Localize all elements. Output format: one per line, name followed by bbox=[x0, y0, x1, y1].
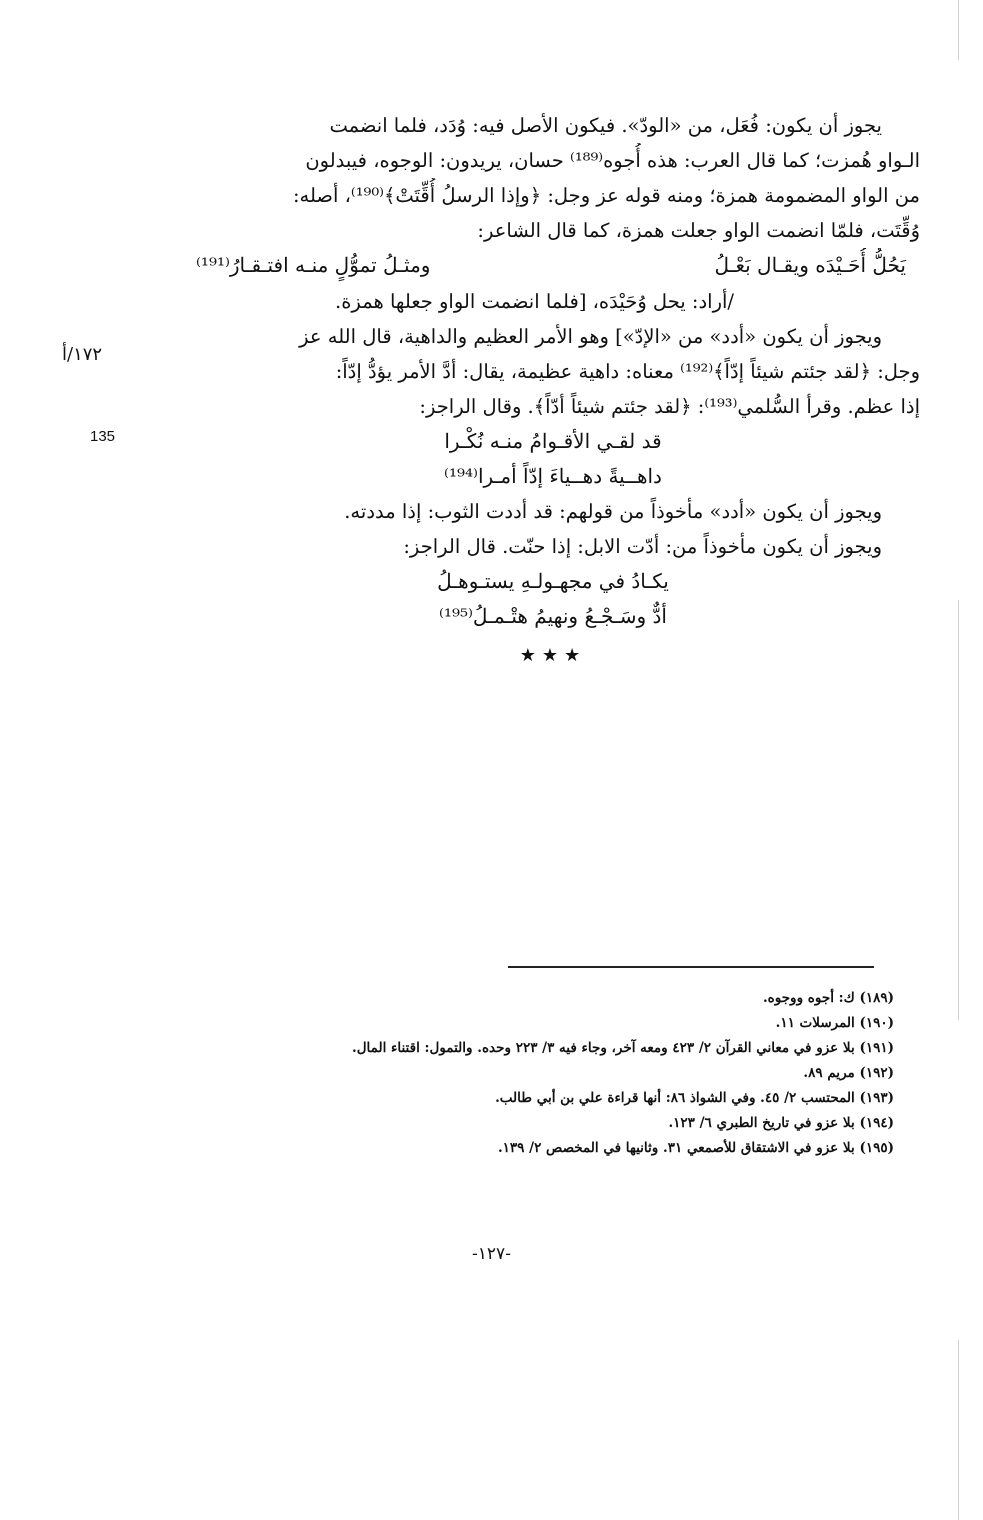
footnote: (١٩١) بلا عزو في معاني القرآن ٢/ ٤٢٣ ومعه آخر، وجاء فيه ٣/ ٢٢٣ وحده. والتمول: اقتناء المال. bbox=[352, 1040, 894, 1056]
verse-hemistich-second: ومثـلُ تموُّلٍ منـه افتـقـارُ⁽¹⁹¹⁾ bbox=[196, 253, 431, 277]
text-line: الـواو هُمزت؛ كما قال العرب: هذه أُجوه⁽¹⁸⁹⁾ حسان، يريدون: الوجوه، فيبدلون bbox=[305, 149, 920, 172]
footnote: (١٩٢) مريم ٨٩. bbox=[803, 1065, 894, 1081]
verse-line bbox=[186, 248, 920, 284]
scan-edge-mark bbox=[958, 600, 959, 1020]
manuscript-folio-ref: ١٧٢/أ bbox=[62, 344, 103, 365]
footnote: (١٩٣) المحتسب ٢/ ٤٥. وفي الشواذ ٨٦: أنها قراءة علي بن أبي طالب. bbox=[495, 1090, 894, 1106]
text-line: يجوز أن يكون: فُعَل، من «الودّ». فيكون الأصل فيه: وُدَد، فلما انضمت bbox=[329, 114, 882, 137]
verse-line: قد لقـي الأقـوامُ منـه نُكْـرا bbox=[444, 429, 662, 453]
text-line: وجل: ﴿لقد جئتم شيئاً إدّاً﴾⁽¹⁹²⁾ معناه: داهية عظيمة، يقال: أدَّ الأمر يؤدُّ إدّاً: bbox=[335, 360, 920, 383]
footnotes bbox=[230, 986, 894, 1161]
footnote: (١٩٤) بلا عزو في تاريخ الطبري ٦/ ١٢٣. bbox=[668, 1115, 894, 1131]
verse-line: أدٌّ وسَـجْـعُ ونهيمُ هتْـمـلُ⁽¹⁹⁵⁾ bbox=[439, 604, 667, 628]
footnote-divider bbox=[508, 966, 874, 968]
text-line: ويجوز أن يكون مأخوذاً من: أدّت الابل: إذا حنّت. قال الراجز: bbox=[403, 535, 882, 558]
scan-edge-mark bbox=[958, 1340, 959, 1520]
verse-hemistich-first: يَحُلُّ أُحَـيْدَه ويقـال بَعْـلُ bbox=[714, 253, 906, 277]
text-line: ويجوز أن يكون «أدد» من «الإدّ»] وهو الأمر العظيم والداهية، قال الله عز bbox=[299, 325, 882, 348]
text-line: من الواو المضمومة همزة؛ ومنه قوله عز وجل: ﴿وإذا الرسلُ أُقِّتَتْ﴾⁽¹⁹⁰⁾، أصله: bbox=[292, 184, 920, 207]
original-page-number: 135 bbox=[90, 428, 116, 445]
verse-line: داهــيةً دهــياءَ إدّاً أمـرا⁽¹⁹⁴⁾ bbox=[444, 464, 662, 488]
footnote: (١٩٥) بلا عزو في الاشتقاق للأصمعي ٣١. وثانيها في المخصص ٢/ ١٣٩. bbox=[497, 1140, 894, 1156]
section-separator-stars: ★★★ bbox=[519, 645, 587, 666]
text-line: وُقِّتَت، فلمّا انضمت الواو جعلت همزة، كما قال الشاعر: bbox=[477, 219, 920, 242]
footnote: (١٩٠) المرسلات ١١. bbox=[775, 1015, 894, 1031]
main-text bbox=[186, 108, 920, 673]
verse-line: يكـادُ في مجهـولـهِ يستـوهـلُ bbox=[437, 569, 669, 593]
scan-edge-mark bbox=[958, 0, 959, 60]
text-line: /أراد: يحل وُحَيْدَه، [فلما انضمت الواو جعلها همزة. bbox=[335, 290, 734, 313]
text-line: ويجوز أن يكون «أدد» مأخوذاً من قولهم: قد أددت الثوب: إذا مددته. bbox=[344, 500, 882, 523]
footnote: (١٨٩) ك: أجوه ووجوه. bbox=[762, 990, 894, 1006]
text-line: إذا عظم. وقرأ السُّلمي⁽¹⁹³⁾: ﴿لقد جئتم شيئاً أدّاً﴾. وقال الراجز: bbox=[419, 395, 920, 418]
page-number: -١٢٧- bbox=[472, 1244, 511, 1264]
